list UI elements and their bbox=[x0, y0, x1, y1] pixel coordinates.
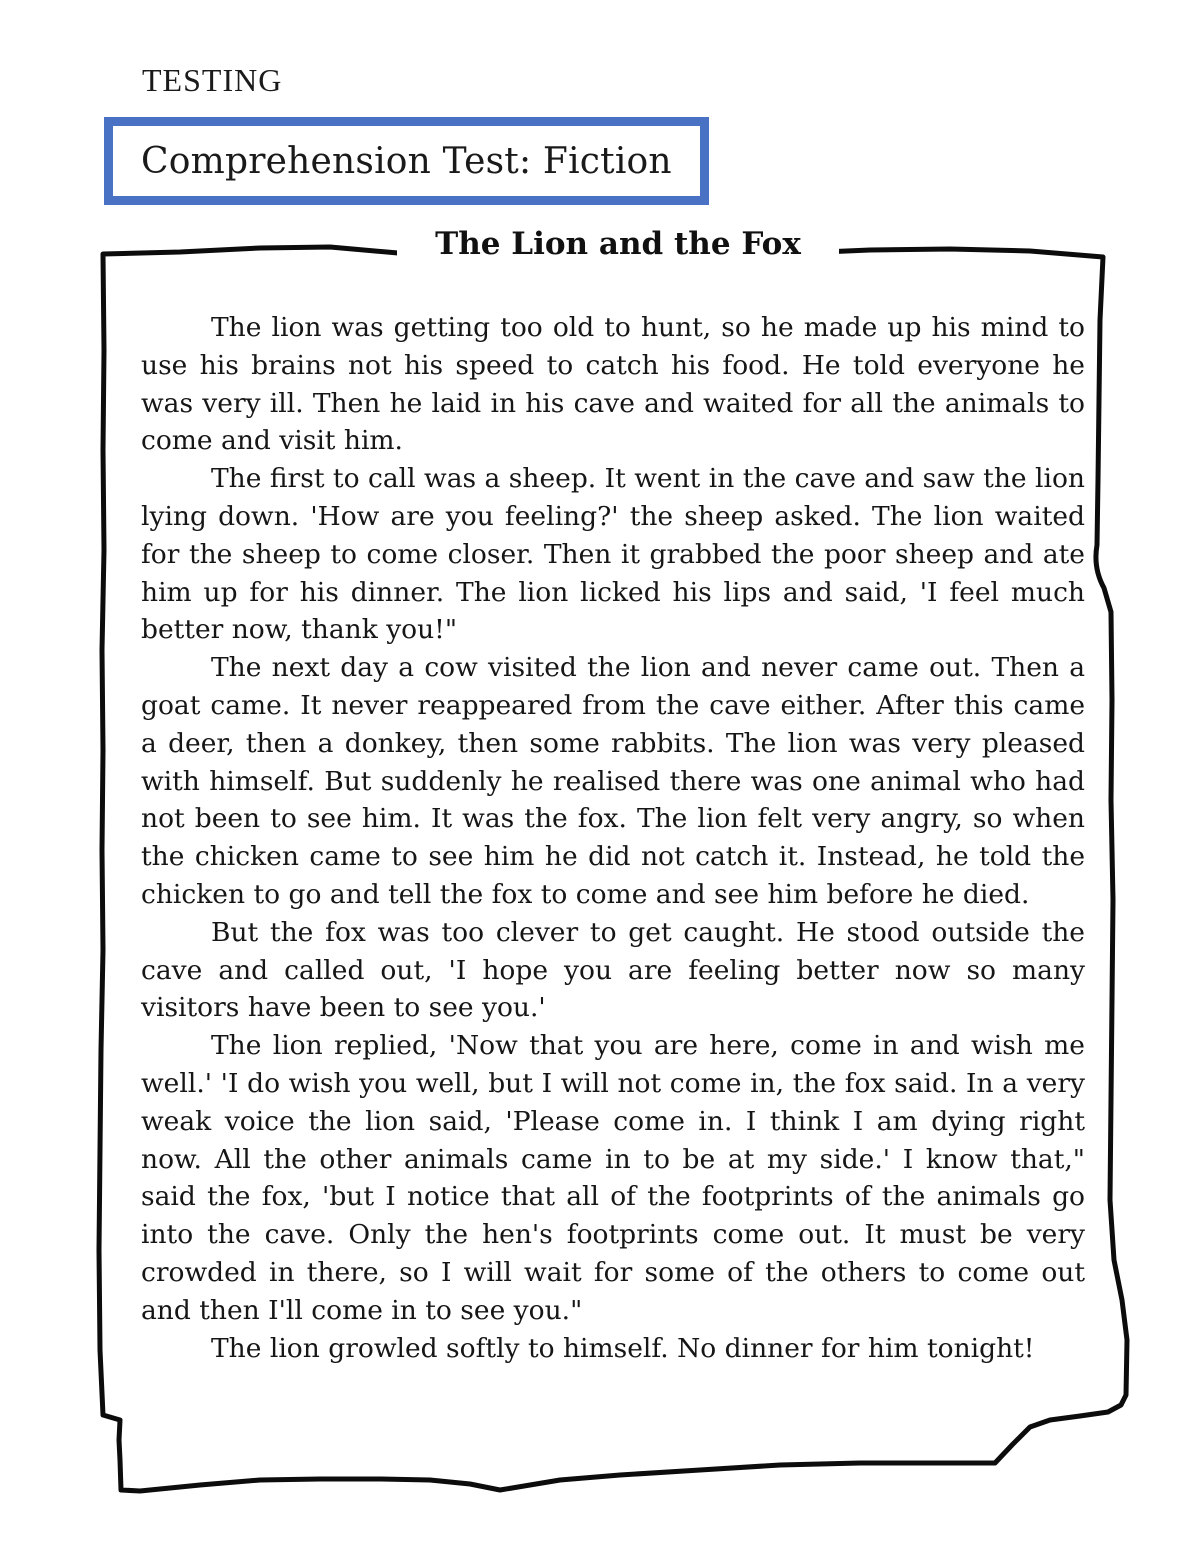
story-paragraph: The lion replied, 'Now that you are here, come in and wish me well.' 'I do wish you well, but I will not come in, the fox said. In a very weak voice the lion said, 'Please come in. I think I am dying right now. All the other animals came in to be at my side.' I know that," said the fox, 'but I notice that all of the footprints of the animals go into the cave. Only the hen's footprints come out. It must be very crowded in there, so I will wait for some of the others to come out and then I'll come in to see you." bbox=[141, 1030, 1085, 1326]
story-title: The Lion and the Fox bbox=[397, 226, 839, 262]
story-paragraph: The lion was getting too old to hunt, so he made up his mind to use his brains not his speed to catch his food. He told everyone he was very ill. Then he laid in his cave and waited for all the animals to come and visit him. bbox=[141, 312, 1085, 457]
story-paragraph: But the fox was too clever to get caught. He stood outside the cave and called out, 'I hope you are feeling better now so many visitors have been to see you.' bbox=[141, 916, 1085, 1024]
test-title: Comprehension Test: Fiction bbox=[113, 126, 700, 196]
story-body bbox=[141, 309, 1085, 1367]
story-paragraph: The lion growled softly to himself. No dinner for him tonight! bbox=[211, 1332, 1035, 1364]
story-paragraph: The next day a cow visited the lion and never came out. Then a goat came. It never reappeared from the cave either. After this came a deer, then a donkey, then some rabbits. The lion was very pleased with himself. But suddenly he realised there was one animal who had not been to see him. It was the fox. The lion felt very angry, so when the chicken came to see him he did not catch it. Instead, he told the chicken to go and tell the fox to come and see him before he died. bbox=[141, 652, 1085, 910]
section-label: TESTING bbox=[142, 62, 283, 98]
story-paragraph: The first to call was a sheep. It went in the cave and saw the lion lying down. 'How are you feeling?' the sheep asked. The lion waited for the sheep to come closer. Then it grabbed the poor sheep and ate him up for his dinner. The lion licked his lips and said, 'I feel much better now, thank you!" bbox=[141, 463, 1085, 646]
